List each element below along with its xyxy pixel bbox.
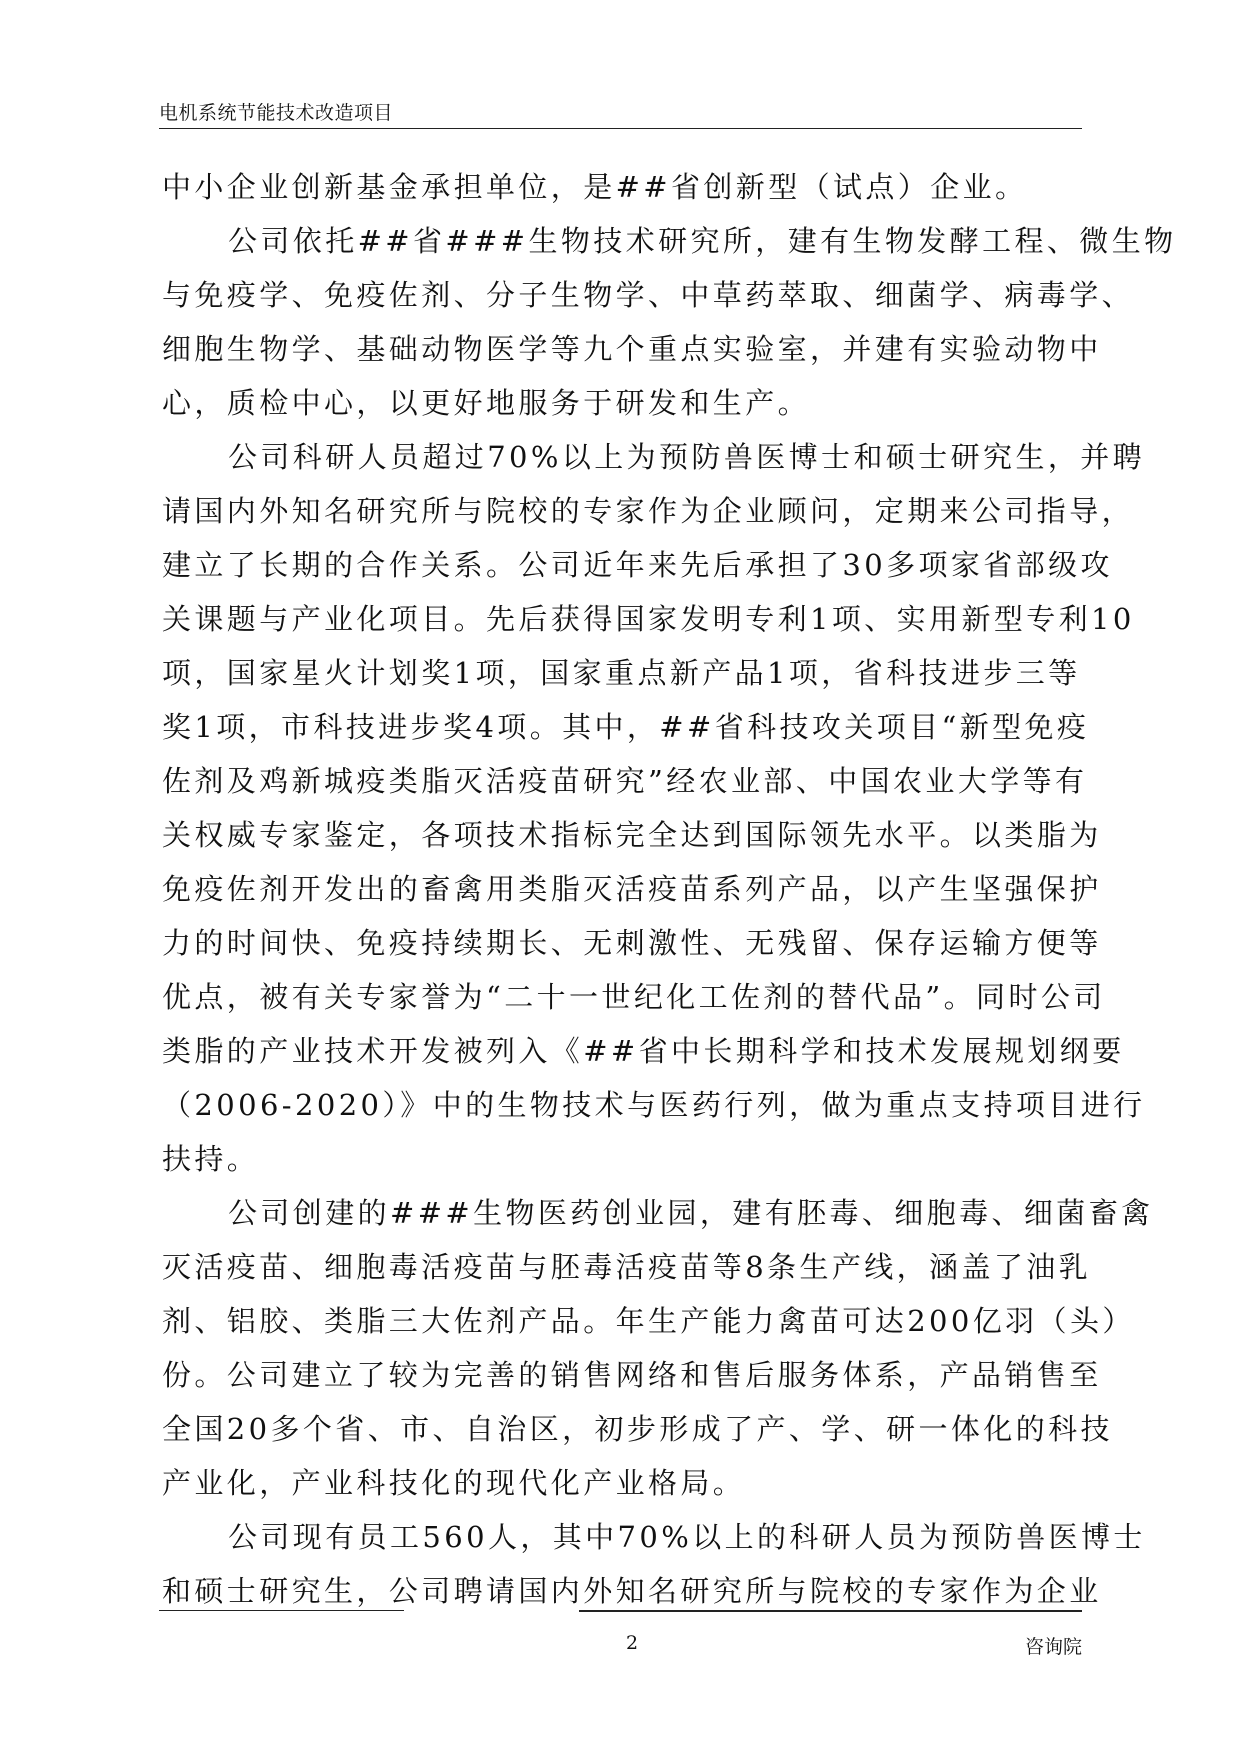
page-header [159, 96, 1082, 129]
text-line: 公司创建的###生物医药创业园，建有胚毒、细胞毒、细菌畜禽 [228, 1196, 1154, 1230]
text-line: 公司科研人员超过70%以上为预防兽医博士和硕士研究生，并聘 [228, 440, 1146, 474]
text-line: 优点，被有关专家誉为“二十一世纪化工佐剂的替代品”。同时公司 [162, 980, 1106, 1014]
footer-divider [579, 1610, 1082, 1612]
text-line: 请国内外知名研究所与院校的专家作为企业顾问，定期来公司指导， [162, 494, 1135, 528]
text-line: 项，国家星火计划奖1项，国家重点新产品1项，省科技进步三等 [162, 656, 1081, 690]
document-title: 电机系统节能技术改造项目 [159, 102, 394, 124]
text-line: 份。公司建立了较为完善的销售网络和售后服务体系，产品销售至 [162, 1358, 1102, 1392]
text-line: 和硕士研究生，公司聘请国内外知名研究所与院校的专家作为企业 [162, 1574, 1102, 1608]
text-line: （2006-2020）》中的生物技术与医药行列，做为重点支持项目进行 [162, 1088, 1146, 1122]
text-line: 细胞生物学、基础动物医学等九个重点实验室，并建有实验动物中 [162, 332, 1102, 366]
text-line: 类脂的产业技术开发被列入《##省中长期科学和技术发展规划纲要 [162, 1034, 1125, 1068]
text-line: 力的时间快、免疫持续期长、无刺激性、无残留、保存运输方便等 [162, 926, 1102, 960]
footer-divider [159, 1610, 404, 1611]
text-line: 产业化，产业科技化的现代化产业格局。 [162, 1466, 746, 1500]
text-line: 佐剂及鸡新城疫类脂灭活疫苗研究”经农业部、中国农业大学等有 [162, 764, 1088, 798]
body-text [162, 160, 1177, 1618]
text-line: 公司依托##省###生物技术研究所，建有生物发酵工程、微生物 [228, 224, 1177, 258]
text-line: 全国20多个省、市、自治区，初步形成了产、学、研一体化的科技 [162, 1412, 1113, 1446]
text-line: 免疫佐剂开发出的畜禽用类脂灭活疫苗系列产品，以产生坚强保护 [162, 872, 1102, 906]
text-line: 与免疫学、免疫佐剂、分子生物学、中草药萃取、细菌学、病毒学、 [162, 278, 1135, 312]
text-line: 灭活疫苗、细胞毒活疫苗与胚毒活疫苗等8条生产线，涵盖了油乳 [162, 1250, 1092, 1284]
text-line: 剂、铝胶、类脂三大佐剂产品。年生产能力禽苗可达200亿羽（头） [162, 1304, 1135, 1338]
text-line: 中小企业创新基金承担单位，是##省创新型（试点）企业。 [162, 170, 1028, 204]
footer-organization: 咨询院 [1024, 1636, 1082, 1658]
text-line: 奖1项，市科技进步奖4项。其中，##省科技攻关项目“新型免疫 [162, 710, 1090, 744]
text-line: 建立了长期的合作关系。公司近年来先后承担了30多项家省部级攻 [162, 548, 1113, 582]
page-number: 2 [625, 1632, 639, 1654]
text-line: 关权威专家鉴定，各项技术指标完全达到国际领先水平。以类脂为 [162, 818, 1102, 852]
text-line: 扶持。 [162, 1142, 260, 1176]
text-line: 关课题与产业化项目。先后获得国家发明专利1项、实用新型专利10 [162, 602, 1135, 636]
text-line: 心，质检中心，以更好地服务于研发和生产。 [162, 386, 811, 420]
page-footer [159, 1610, 1082, 1658]
text-line: 公司现有员工560人，其中70%以上的科研人员为预防兽医博士 [228, 1520, 1146, 1554]
